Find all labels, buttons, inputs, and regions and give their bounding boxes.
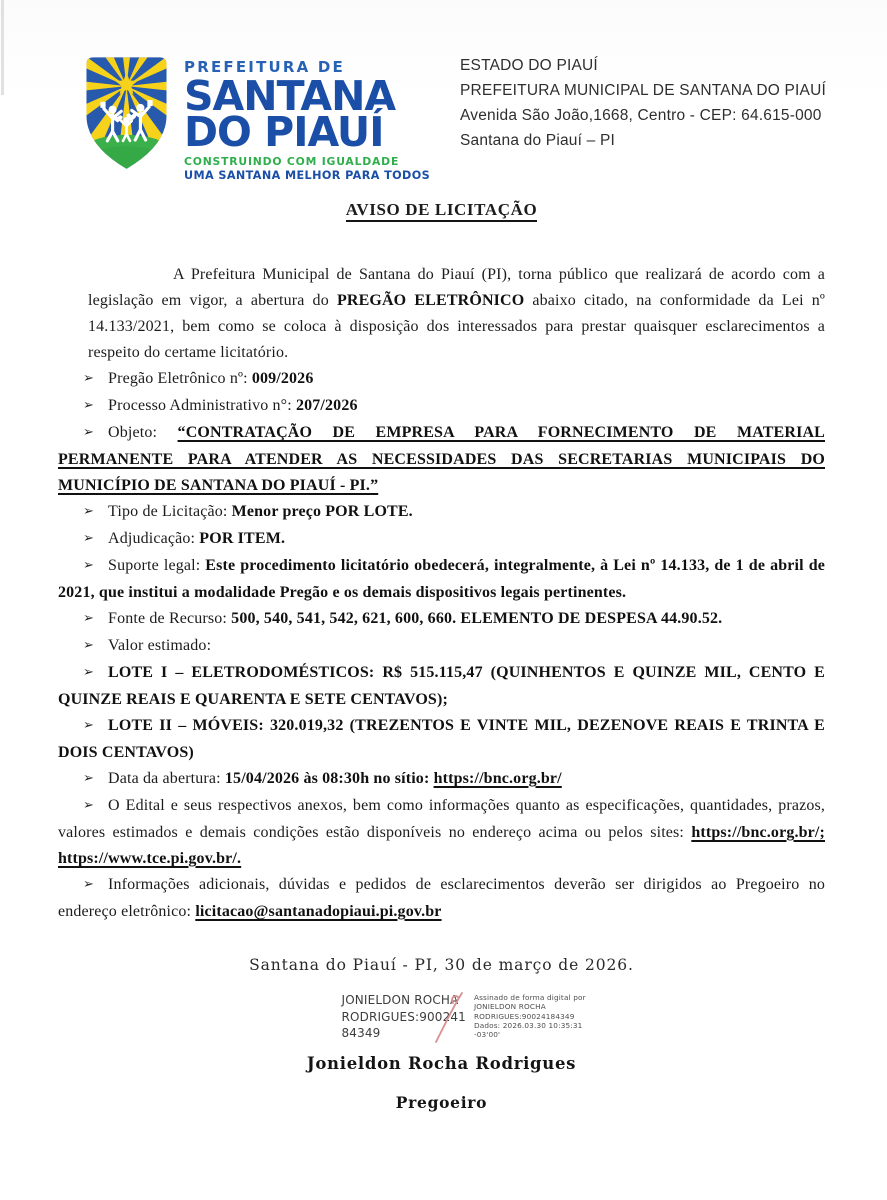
list-item-data-abertura: ➢ Data da abertura: 15/04/2026 às 08:30h no sítio: https://bnc.org.br/ [58,766,825,793]
city-seal-logo [83,54,170,173]
signer-role: Pregoeiro [395,1092,488,1112]
logo-do-piaui: DO PIAUÍ [184,108,384,156]
bullet-list [58,366,825,925]
link-sites[interactable]: https://bnc.org.br/; https://www.tce.pi.gov.br/. [58,824,825,867]
intro-paragraph [88,262,825,366]
pen-signature-stroke [428,990,468,1046]
arrow-bullet-icon: ➢ [83,798,95,813]
digital-signature-block [341,992,586,1042]
list-item-valor-estimado: ➢ Valor estimado: [58,633,825,660]
email-link[interactable]: licitacao@santanadopiaui.pi.gov.br [195,903,442,920]
address-line-state: ESTADO DO PIAUÍ [460,57,598,74]
arrow-bullet-icon: ➢ [83,718,95,733]
signature-certificate-name: JONIELDON ROCHA RODRIGUES:900241 84349 [341,993,466,1040]
list-item-processo: ➢ Processo Administrativo n°: 207/2026 [58,393,825,420]
address-line-street: Avenida São João,1668, Centro - CEP: 64.615-000 [460,107,822,124]
signature-details: Assinado de forma digital por JONIELDON ROCHA RODRIGUES:90024184349 Dados: 2026.03.30 10:35:31 -03'00' [473,993,586,1040]
list-item-informacoes: ➢ Informações adicionais, dúvidas e pedidos de esclarecimentos deverão ser dirigidos ao Pregoeiro no endereço eletrônico: licitacao@santanadopiaui.pi.gov.br [58,872,825,925]
address-line-city: Santana do Piauí – PI [460,132,616,149]
logo-slogan-green: CONSTRUINDO COM IGUALDADE [184,155,400,168]
intro-bold-text: PREGÃO ELETRÔNICO [336,292,525,309]
list-item-suporte-legal: ➢ Suporte legal: Este procedimento licitatório obedecerá, integralmente, à Lei nº 14.133, de 1 de abril de 2021, que institui a modalidade Pregão e os demais dispositivos legais pertinentes. [58,553,825,606]
logo-santana: SANTANA [184,72,396,120]
logo-slogan-blue: UMA SANTANA MELHOR PARA TODOS [184,169,431,182]
arrow-bullet-icon: ➢ [83,665,95,680]
intro-text-post: abaixo citado, na conformidade da Lei nº 14.133/2021, bem como se coloca à disposição dos interessados para prestar quaisquer esclarecimentos a respeito do certame licitatório. [88,292,826,361]
arrow-bullet-icon: ➢ [83,877,95,892]
link-bnc[interactable]: https://bnc.org.br/ [433,770,562,787]
list-item-adjudicacao: ➢ Adjudicação: POR ITEM. [58,526,825,553]
arrow-bullet-icon: ➢ [83,425,95,440]
arrow-bullet-icon: ➢ [83,611,95,626]
list-item-edital: ➢ O Edital e seus respectivos anexos, bem como informações quanto as especificações, quantidades, prazos, valores estimados e demais condições estão disponíveis no endereço acima ou pelos sites: https://bnc.org.br/; https://www.tce.pi.gov.br/. [58,793,825,872]
arrow-bullet-icon: ➢ [83,771,95,786]
arrow-bullet-icon: ➢ [83,371,95,386]
list-item-pregao: ➢ Pregão Eletrônico nº: 009/2026 [58,366,825,393]
signer-name: Jonieldon Rocha Rodrigues [306,1053,577,1073]
document-title [58,197,825,223]
document-body [58,197,825,1116]
intro-text: A Prefeitura Municipal de Santana do Piauí (PI), torna público que realizará de acordo com a legislação em vigor, a abertura do [88,266,825,309]
logo-wordmark [184,58,464,182]
logo-prefeitura-de: PREFEITURA DE [184,58,345,76]
document-title-text: AVISO DE LICITAÇÃO [346,200,538,222]
place-date-line: Santana do Piauí - PI, 30 de março de 2026. [249,956,634,974]
letterhead [0,0,887,190]
arrow-bullet-icon: ➢ [83,558,95,573]
objeto-text: “CONTRATAÇÃO DE EMPRESA PARA FORNECIMENTO DE MATERIAL PERMANENTE PARA ATENDER AS NECESSIDADES DAS SECRETARIAS MUNICIPAIS DO MUNICÍPIO DE SANTANA DO PIAUÍ - PI.” [58,424,825,494]
list-item-fonte-recurso: ➢ Fonte de Recurso: 500, 540, 541, 542, 621, 600, 660. ELEMENTO DE DESPESA 44.90.52. [58,606,825,633]
address-line-city-hall: PREFEITURA MUNICIPAL DE SANTANA DO PIAUÍ [460,82,826,99]
list-item-objeto: ➢ Objeto: “CONTRATAÇÃO DE EMPRESA PARA FORNECIMENTO DE MATERIAL PERMANENTE PARA ATENDER AS NECESSIDADES DAS SECRETARIAS MUNICIPAIS DO MUNICÍPIO DE SANTANA DO PIAUÍ - PI.” [58,420,825,499]
arrow-bullet-icon: ➢ [83,504,95,519]
arrow-bullet-icon: ➢ [83,398,95,413]
arrow-bullet-icon: ➢ [83,638,95,653]
list-item-lote-1: ➢ LOTE I – ELETRODOMÉSTICOS: R$ 515.115,47 (QUINHENTOS E QUINZE MIL, CENTO E QUINZE REAIS E QUARENTA E SETE CENTAVOS); [58,660,825,713]
letterhead-address [460,53,826,153]
green-hill-icon [83,135,170,173]
arrow-bullet-icon: ➢ [83,531,95,546]
list-item-lote-2: ➢ LOTE II – MÓVEIS: 320.019,32 (TREZENTOS E VINTE MIL, DEZENOVE REAIS E TRINTA E DOIS CENTAVOS) [58,713,825,766]
list-item-tipo: ➢ Tipo de Licitação: Menor preço POR LOTE. [58,499,825,526]
